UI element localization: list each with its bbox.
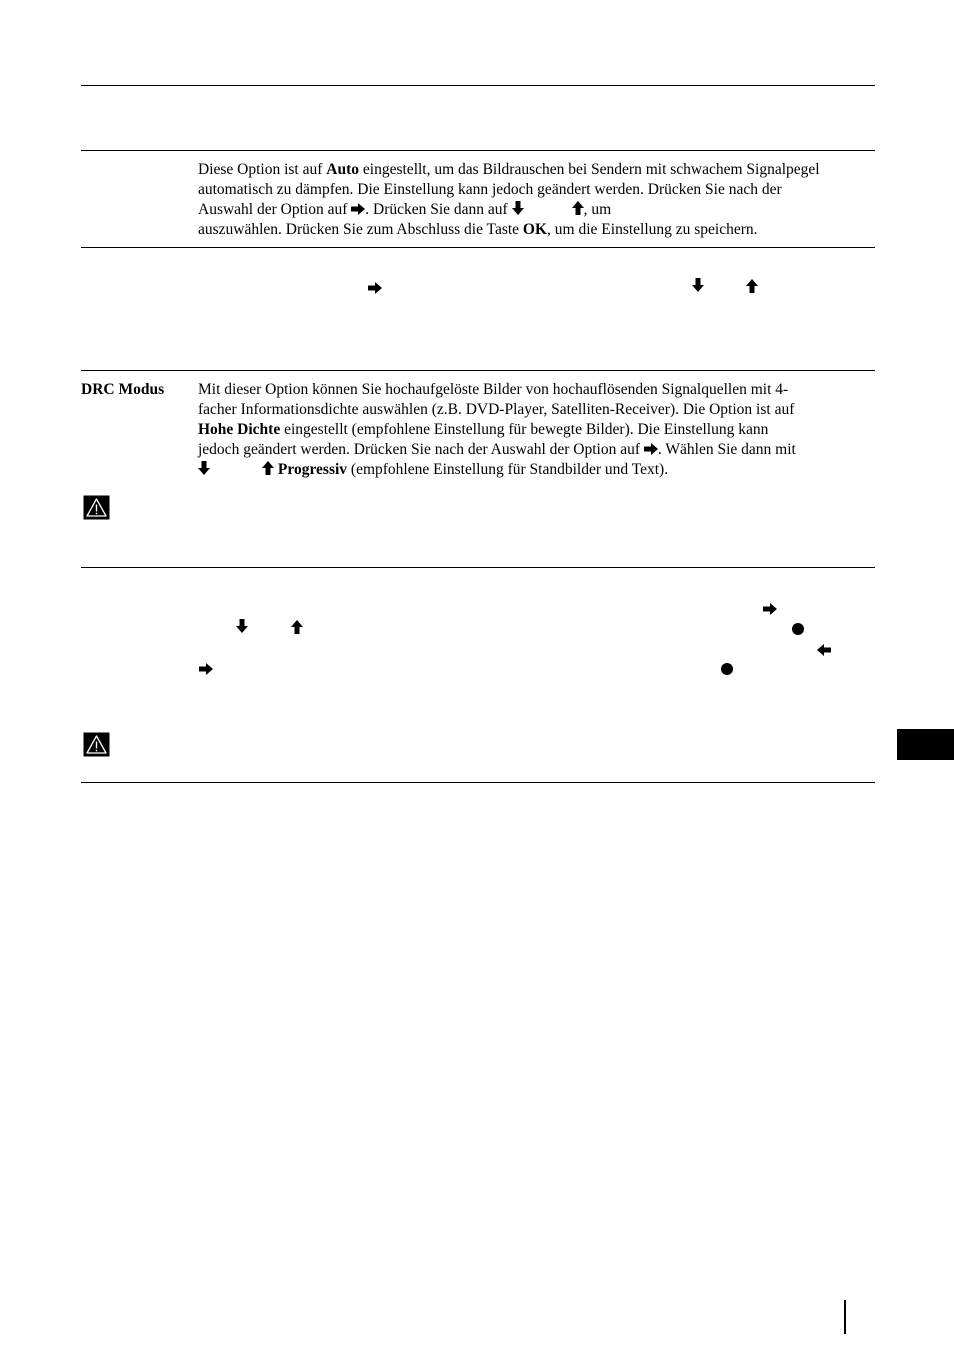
arrow-up-icon — [262, 461, 274, 481]
arrow-down-icon — [692, 278, 704, 298]
text-line — [198, 420, 878, 440]
text-line — [198, 400, 878, 420]
table-rule — [81, 150, 875, 151]
text-run: Mit dieser Option können Sie hochaufgelöste Bilder von hochauflösenden Signalquellen mit 4- — [198, 381, 789, 398]
text-line — [198, 220, 878, 240]
text-run: auszuwählen. Drücken Sie zum Abschluss die Taste — [198, 221, 523, 238]
bold-term: Progressiv — [277, 461, 348, 478]
drc-modus-description — [198, 380, 878, 480]
filled-circle-icon — [792, 623, 804, 635]
arrow-right-icon — [199, 661, 213, 681]
bold-term: Hohe Dichte — [198, 421, 281, 438]
text-run: eingestellt (empfohlene Einstellung für bewegte Bilder). Die Einstellung kann — [280, 421, 769, 438]
arrow-down-icon — [198, 461, 210, 481]
text-run: facher Informationsdichte auswählen (z.B. DVD-Player, Satelliten-Receiver). Die Option ist auf — [198, 401, 795, 418]
text-run: , um die Einstellung zu speichern. — [547, 221, 758, 238]
arrow-right-icon — [368, 280, 382, 300]
arrow-left-icon — [817, 642, 831, 662]
drc-modus-label: DRC Modus — [81, 381, 165, 398]
text-line — [198, 160, 878, 180]
text-run: jedoch geändert werden. Drücken Sie nach der Auswahl der Option auf — [198, 441, 644, 458]
text-run: eingestellt, um das Bildrauschen bei Sendern mit schwachem Signalpegel — [359, 161, 820, 178]
filled-circle-icon — [721, 663, 733, 675]
table-rule-top — [81, 85, 875, 86]
text-run: , um — [583, 201, 612, 218]
text-run: . Drücken Sie dann auf — [365, 201, 512, 218]
arrow-up-icon — [572, 201, 584, 221]
text-run: (empfohlene Einstellung für Standbilder und Text). — [347, 461, 669, 478]
page-number-bar — [844, 1300, 846, 1334]
warning-triangle-icon — [83, 495, 110, 520]
bold-term: OK — [522, 221, 548, 238]
table-rule — [81, 247, 875, 248]
noise-reduction-description — [198, 160, 878, 240]
bold-term: Auto — [326, 161, 360, 178]
text-line — [198, 440, 878, 460]
table-rule-bottom — [81, 782, 875, 783]
text-line — [198, 380, 878, 400]
text-run: Diese Option ist auf — [198, 161, 327, 178]
text-line — [198, 460, 878, 480]
text-line — [198, 180, 878, 200]
warning-triangle-icon — [83, 732, 110, 757]
arrow-down-icon — [512, 201, 524, 221]
arrow-down-icon — [236, 619, 248, 639]
arrow-right-icon — [644, 441, 658, 461]
text-line — [198, 200, 878, 220]
table-rule — [81, 370, 875, 371]
section-tab-marker — [897, 729, 954, 760]
table-rule — [81, 567, 875, 568]
arrow-right-icon — [763, 601, 777, 621]
text-run: automatisch zu dämpfen. Die Einstellung kann jedoch geändert werden. Drücken Sie nach der — [198, 181, 782, 198]
text-run: . Wählen Sie dann mit — [657, 441, 796, 458]
text-run: Auswahl der Option auf — [198, 201, 352, 218]
arrow-right-icon — [351, 201, 365, 221]
arrow-up-icon — [746, 279, 758, 299]
arrow-up-icon — [291, 620, 303, 640]
